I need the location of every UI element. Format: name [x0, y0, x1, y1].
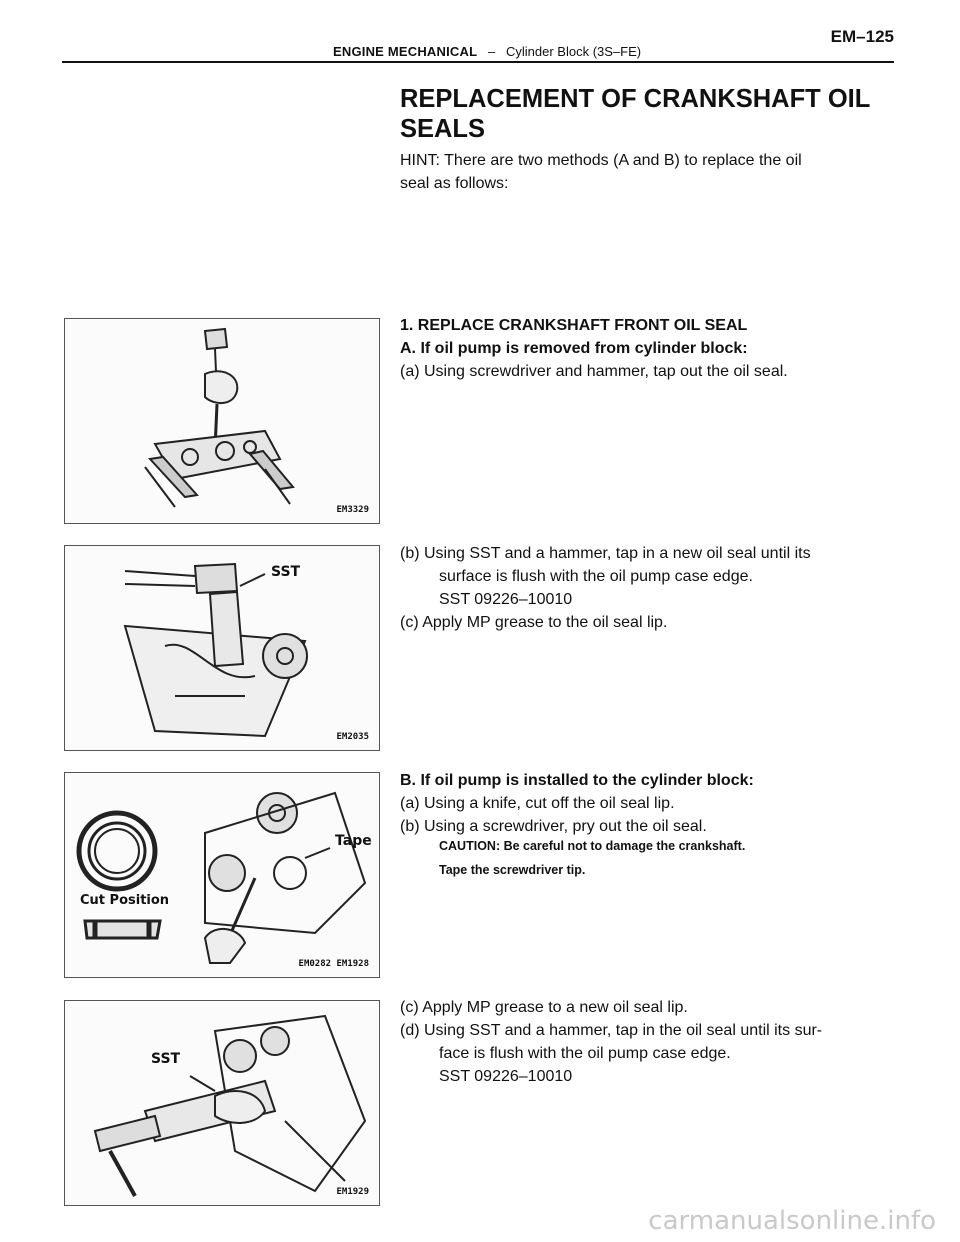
header-separator: – [488, 44, 496, 59]
figure-sst-install-installed [64, 1000, 380, 1206]
step-d2-line-1: (d) Using SST and a hammer, tap in the oil seal until its sur- [400, 1022, 823, 1039]
figure-2-code: EM2035 [336, 732, 369, 742]
step-c2: (c) Apply MP grease to a new oil seal lip. [400, 999, 688, 1016]
figure-4-sst-label: SST [151, 1051, 181, 1067]
hint-line-1: HINT: There are two methods (A and B) to replace the oil [400, 152, 802, 169]
method-a-heading: A. If oil pump is removed from cylinder block: [400, 340, 748, 357]
step-a2: (a) Using a knife, cut off the oil seal lip. [400, 795, 675, 812]
figure-screwdriver-hammer [64, 318, 380, 524]
figure-1-code: EM3329 [336, 505, 369, 515]
figure-2-sst-label: SST [271, 564, 301, 580]
figure-3-illustration [65, 773, 379, 977]
section-title: ENGINE MECHANICAL [333, 44, 478, 59]
figure-sst-install-removed [64, 545, 380, 751]
figure-3-cut-position-label: Cut Position [80, 893, 170, 908]
figure-cut-seal-lip [64, 772, 380, 978]
step-1-heading: 1. REPLACE CRANKSHAFT FRONT OIL SEAL [400, 317, 748, 334]
figure-3-code: EM0282 EM1928 [298, 959, 369, 969]
step-b2: (b) Using a screwdriver, pry out the oil seal. [400, 818, 707, 835]
subsection-title: Cylinder Block (3S–FE) [506, 44, 642, 59]
step-c1: (c) Apply MP grease to the oil seal lip. [400, 614, 668, 631]
method-b-heading: B. If oil pump is installed to the cylinder block: [400, 772, 754, 789]
figure-1-illustration [65, 319, 379, 523]
header-rule [62, 61, 894, 63]
step-b1-line-1: (b) Using SST and a hammer, tap in a new oil seal until its [400, 545, 811, 562]
page-number: EM–125 [830, 27, 894, 46]
caution-line-1: CAUTION: Be careful not to damage the crankshaft. [439, 839, 746, 853]
figure-2-illustration [65, 546, 379, 750]
figure-4-code: EM1929 [336, 1187, 369, 1197]
watermark: carmanualsonline.info [648, 1206, 936, 1236]
caution-line-2: Tape the screwdriver tip. [439, 863, 586, 877]
hint-line-2: seal as follows: [400, 175, 509, 192]
step-a1: (a) Using screwdriver and hammer, tap out the oil seal. [400, 363, 788, 380]
step-d2-line-2: face is flush with the oil pump case edge. [439, 1045, 731, 1062]
figure-4-illustration [65, 1001, 379, 1205]
step-b1-sst: SST 09226–10010 [439, 591, 573, 608]
step-d2-sst: SST 09226–10010 [439, 1068, 573, 1085]
step-b1-line-2: surface is flush with the oil pump case edge. [439, 568, 753, 585]
page-title: REPLACEMENT OF CRANKSHAFT OIL SEALS [400, 85, 870, 143]
figure-3-tape-label: Tape [335, 833, 372, 849]
